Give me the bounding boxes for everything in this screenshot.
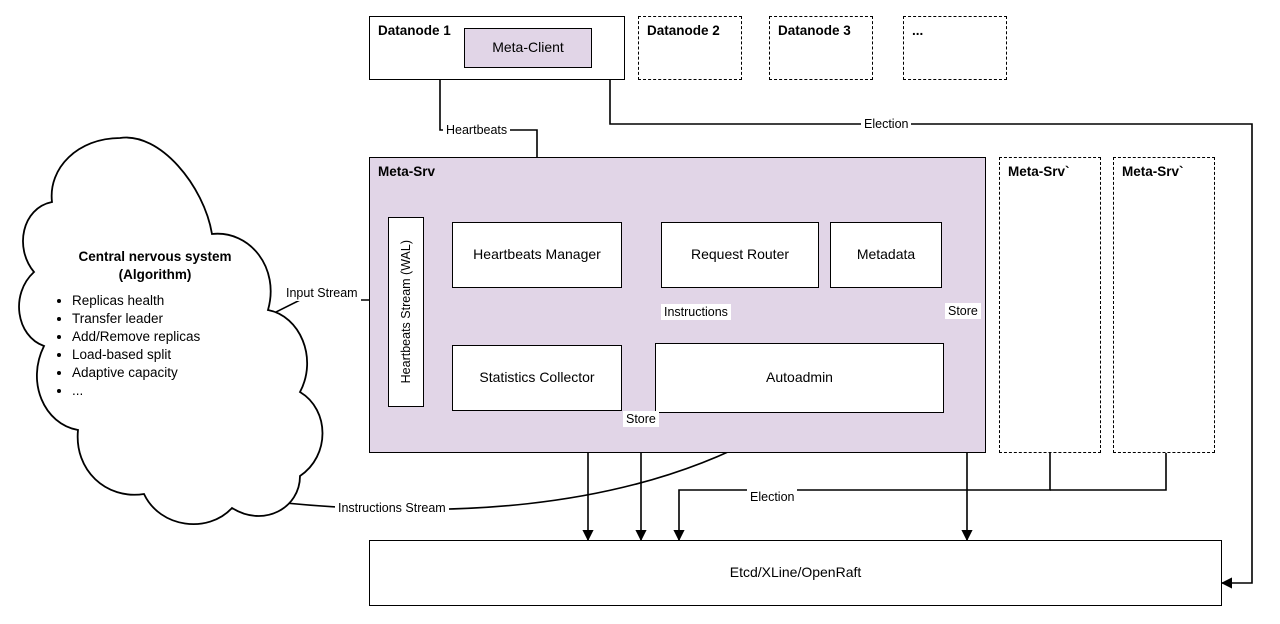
edge-label-election-bottom: Election xyxy=(747,489,797,505)
datanode-1-label: Datanode 1 xyxy=(378,23,451,38)
storage-label: Etcd/XLine/OpenRaft xyxy=(729,564,862,581)
autoadmin-box xyxy=(655,343,944,413)
cloud-content xyxy=(30,248,280,400)
edge-label-election-top: Election xyxy=(861,116,911,132)
list-item: • Add/Remove replicas xyxy=(72,328,280,346)
list-item: • Adaptive capacity xyxy=(72,364,280,382)
statistics-collector-label: Statistics Collector xyxy=(479,369,595,386)
request-router-box xyxy=(661,222,819,288)
edge-label-store-left: Store xyxy=(623,411,659,427)
edge-label-instructions-stream: Instructions Stream xyxy=(335,500,449,516)
meta-srv-replica-1-label: Meta-Srv` xyxy=(1008,164,1070,179)
heartbeats-manager-box xyxy=(452,222,622,288)
autoadmin-label: Autoadmin xyxy=(766,369,833,386)
edge-label-input-stream: Input Stream xyxy=(283,285,361,301)
edge-label-instructions: Instructions xyxy=(661,304,731,320)
meta-srv-replica-2-label: Meta-Srv` xyxy=(1122,164,1184,179)
datanode-3-box xyxy=(769,16,873,80)
metadata-box xyxy=(830,222,942,288)
statistics-collector-box xyxy=(452,345,622,411)
edge-label-heartbeats: Heartbeats xyxy=(443,122,510,138)
heartbeats-stream-wal-box xyxy=(388,217,424,407)
list-item: • Load-based split xyxy=(72,346,280,364)
heartbeats-stream-wal-label: Heartbeats Stream (WAL) xyxy=(398,240,413,384)
storage-box xyxy=(369,540,1222,606)
meta-client-label: Meta-Client xyxy=(492,39,564,56)
meta-srv-replica-1-box xyxy=(999,157,1101,453)
list-item: • Replicas health xyxy=(72,292,280,310)
request-router-label: Request Router xyxy=(690,246,790,263)
meta-client-box xyxy=(464,28,592,68)
datanode-2-label: Datanode 2 xyxy=(647,23,720,38)
datanode-more-label: ... xyxy=(912,23,924,38)
heartbeats-manager-label: Heartbeats Manager xyxy=(473,246,601,263)
datanode-2-box xyxy=(638,16,742,80)
edge-election-bottom-b xyxy=(1050,453,1166,490)
cloud-title xyxy=(30,248,280,284)
edge-label-store-right: Store xyxy=(945,303,981,319)
metadata-label: Metadata xyxy=(856,246,916,263)
cloud-title-line2: (Algorithm) xyxy=(118,267,192,283)
cloud-bullet-list xyxy=(30,292,280,400)
datanode-more-box xyxy=(903,16,1007,80)
cloud-title-line1: Central nervous system xyxy=(78,249,232,264)
edge-election-bottom-a xyxy=(679,453,1050,540)
meta-srv-replica-2-box xyxy=(1113,157,1215,453)
list-item: • ... xyxy=(72,382,280,400)
meta-srv-title: Meta-Srv xyxy=(378,164,436,179)
datanode-3-label: Datanode 3 xyxy=(778,23,851,38)
list-item: • Transfer leader xyxy=(72,310,280,328)
